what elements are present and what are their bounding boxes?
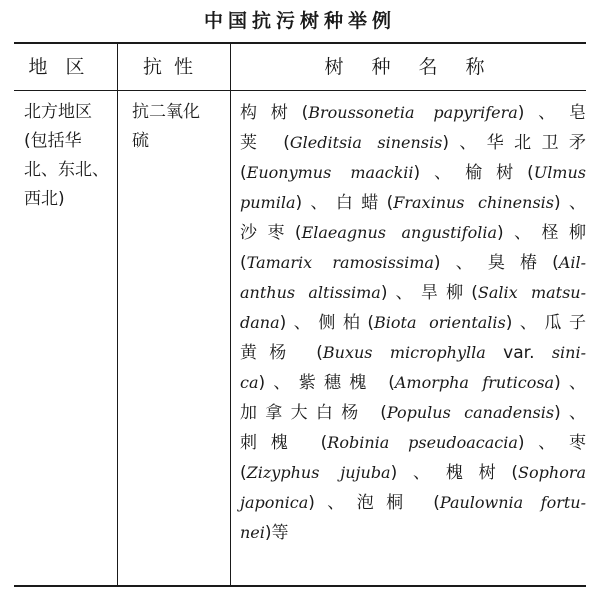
species-line: ca)、紫穗槐 (Amorpha fruticosa)、 <box>240 373 587 393</box>
region-line: (包括华 <box>24 131 82 151</box>
table-title: 中国抗污树种举例 <box>203 10 396 32</box>
species-line: 沙枣(Elaeagnus angustifolia)、柽柳 <box>240 223 587 243</box>
species-line: 构树(Broussonetia papyrifera)、皂 <box>240 103 587 123</box>
resistance-line: 抗二氧化 <box>132 102 200 122</box>
species-line: pumila)、白蜡(Fraxinus chinensis)、 <box>240 193 586 213</box>
species-line: (Euonymus maackii)、榆树(Ulmus <box>240 163 586 183</box>
header-resistance: 抗性 <box>142 56 205 78</box>
table-bottom-rule <box>14 585 586 587</box>
column-divider <box>117 43 118 586</box>
species-line: (Zizyphus jujuba)、槐树(Sophora <box>240 463 587 483</box>
species-line: nei)等 <box>240 523 289 543</box>
species-line: dana)、侧柏(Biota orientalis)、瓜子 <box>240 313 586 333</box>
species-line: 黄杨 (Buxus microphylla var. sini- <box>240 343 586 363</box>
resistance-line: 硫 <box>132 131 149 151</box>
species-line: 加拿大白杨 (Populus canadensis)、 <box>240 403 586 423</box>
header-rule <box>14 90 586 91</box>
species-line: japonica)、泡桐 (Paulownia fortu- <box>240 493 586 513</box>
resistance-cell <box>132 98 224 156</box>
region-line: 北、东北、 <box>24 160 109 180</box>
header-species: 树种名称 <box>324 56 513 78</box>
region-cell <box>24 98 112 214</box>
region-line: 北方地区 <box>24 102 92 122</box>
species-line: (Tamarix ramosissima)、臭椿(Ail- <box>240 253 587 273</box>
species-cell <box>240 98 586 548</box>
column-divider <box>230 43 231 586</box>
table-top-rule <box>14 42 586 44</box>
region-line: 西北) <box>24 189 65 209</box>
species-line: anthus altissima)、旱柳(Salix matsu- <box>240 283 587 303</box>
header-region: 地区 <box>28 56 103 78</box>
species-line: 荚 (Gleditsia sinensis)、华北卫矛 <box>240 133 586 153</box>
species-line: 刺槐 (Robinia pseudoacacia)、枣 <box>240 433 586 453</box>
